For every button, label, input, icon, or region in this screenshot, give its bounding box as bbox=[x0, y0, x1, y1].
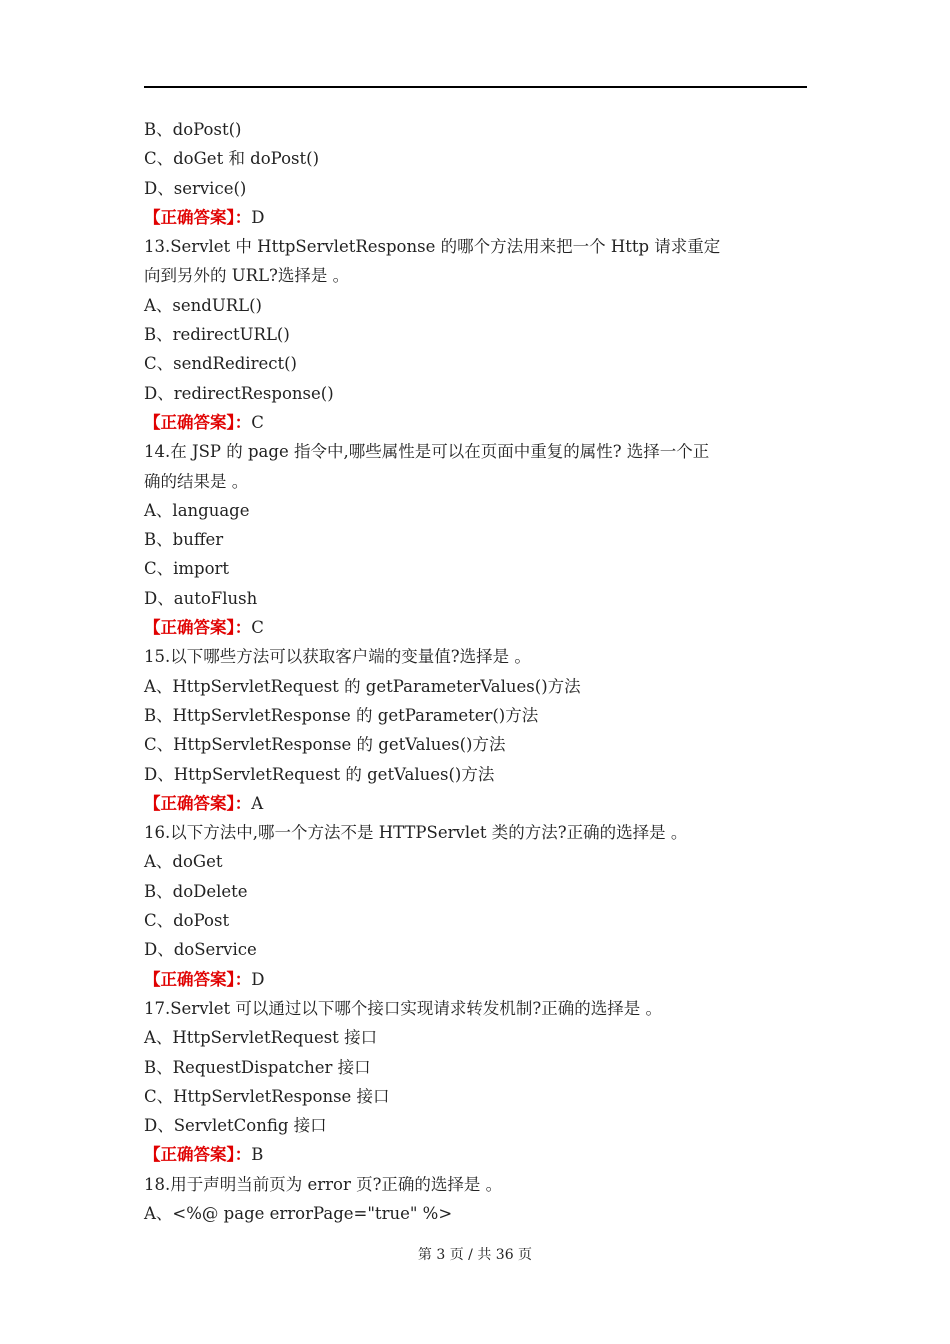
question-text: 14.在 JSP 的 page 指令中,哪些属性是可以在页面中重复的属性? 选择一个正 bbox=[144, 442, 710, 462]
answer-option: D、ServletConfig 接口 bbox=[144, 1116, 327, 1136]
answer-option: A、language bbox=[144, 500, 250, 520]
correct-answer-line bbox=[144, 789, 808, 818]
answer-option: D、service() bbox=[144, 178, 247, 198]
answer-option: C、import bbox=[144, 559, 230, 579]
correct-answer-label: 【正确答案】： bbox=[144, 412, 252, 432]
answer-option: C、sendRedirect() bbox=[144, 354, 297, 374]
answer-option: D、doService bbox=[144, 940, 257, 960]
answer-option: B、HttpServletResponse 的 getParameter()方法 bbox=[144, 705, 539, 725]
correct-answer-label: 【正确答案】： bbox=[144, 618, 252, 638]
correct-answer-value: B bbox=[251, 1145, 264, 1165]
document-body bbox=[144, 115, 808, 1228]
answer-option: D、HttpServletRequest 的 getValues()方法 bbox=[144, 764, 495, 784]
correct-answer-label: 【正确答案】： bbox=[144, 1145, 252, 1165]
answer-option: A、HttpServletRequest 接口 bbox=[144, 1028, 378, 1048]
page-footer: 第 3 页 / 共 36 页 bbox=[417, 1247, 533, 1263]
correct-answer-value: D bbox=[251, 969, 265, 989]
answer-option: A、sendURL() bbox=[144, 295, 262, 315]
question-text: 16.以下方法中,哪一个方法不是 HTTPServlet 类的方法?正确的选择是 。 bbox=[144, 823, 688, 843]
answer-option: B、redirectURL() bbox=[144, 325, 290, 345]
answer-option: A、HttpServletRequest 的 getParameterValues()方法 bbox=[144, 676, 581, 696]
answer-option: C、doPost bbox=[144, 911, 230, 931]
correct-answer-value: D bbox=[251, 207, 265, 227]
correct-answer-line bbox=[144, 613, 808, 642]
question-text: 向到另外的 URL?选择是 。 bbox=[144, 266, 350, 286]
correct-answer-value: C bbox=[251, 412, 264, 432]
question-text: 15.以下哪些方法可以获取客户端的变量值?选择是 。 bbox=[144, 647, 531, 667]
correct-answer-line bbox=[144, 965, 808, 994]
correct-answer-line bbox=[144, 408, 808, 437]
question-text: 17.Servlet 可以通过以下哪个接口实现请求转发机制?正确的选择是 。 bbox=[144, 998, 663, 1018]
answer-option: D、autoFlush bbox=[144, 588, 258, 608]
answer-option: B、doDelete bbox=[144, 881, 248, 901]
answer-option: C、HttpServletResponse 接口 bbox=[144, 1086, 390, 1106]
answer-option: C、HttpServletResponse 的 getValues()方法 bbox=[144, 735, 506, 755]
correct-answer-line bbox=[144, 1140, 808, 1169]
question-text: 18.用于声明当前页为 error 页?正确的选择是 。 bbox=[144, 1174, 503, 1194]
answer-option: B、doPost() bbox=[144, 120, 242, 139]
answer-option: B、buffer bbox=[144, 530, 224, 550]
header-rule bbox=[144, 86, 807, 88]
correct-answer-value: A bbox=[251, 793, 264, 813]
correct-answer-line bbox=[144, 203, 808, 232]
question-text: 13.Servlet 中 HttpServletResponse 的哪个方法用来把一个 Http 请求重定 bbox=[144, 237, 721, 257]
answer-option: C、doGet 和 doPost() bbox=[144, 149, 320, 169]
answer-option: A、doGet bbox=[144, 852, 223, 872]
correct-answer-label: 【正确答案】： bbox=[144, 793, 252, 813]
correct-answer-value: C bbox=[251, 618, 264, 638]
question-text: 确的结果是 。 bbox=[144, 471, 249, 491]
correct-answer-label: 【正确答案】： bbox=[144, 969, 252, 989]
answer-option: D、redirectResponse() bbox=[144, 383, 334, 403]
answer-option: B、RequestDispatcher 接口 bbox=[144, 1057, 371, 1077]
answer-option: A、<%@ page errorPage="true" %> bbox=[144, 1203, 453, 1223]
correct-answer-label: 【正确答案】： bbox=[144, 207, 252, 227]
